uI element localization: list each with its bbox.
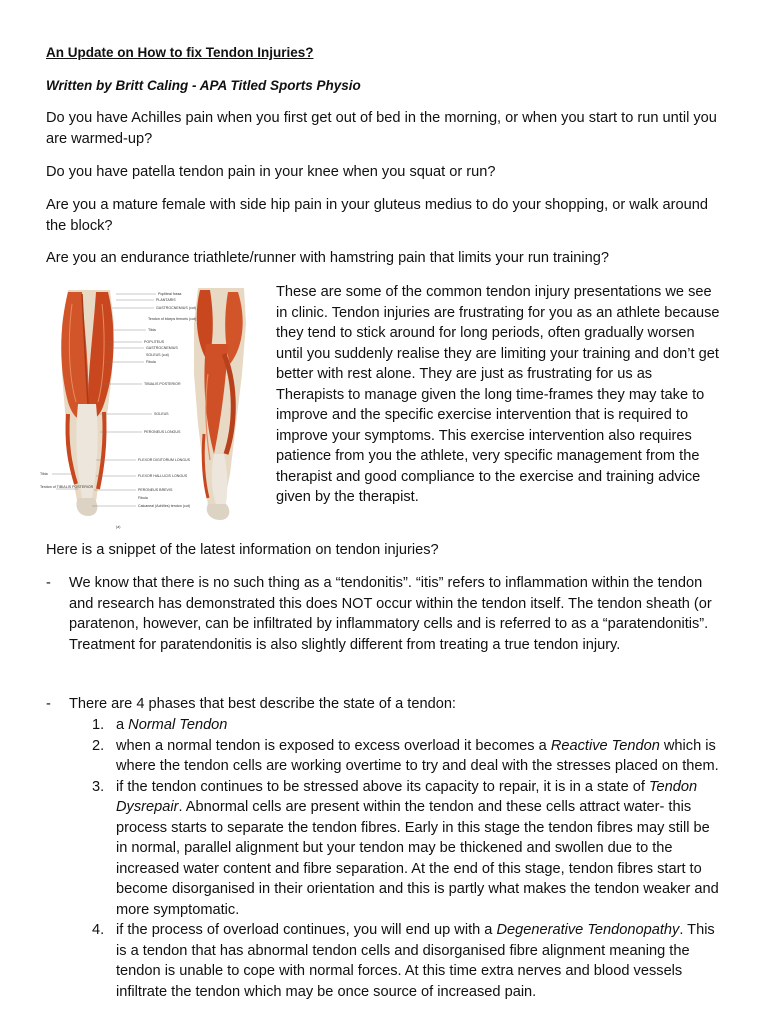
label-gastrocnemius-cut: GASTROCNEMIUS (cut) [156,306,196,310]
phase-term: Reactive Tendon [550,737,660,754]
intro-question-hip: Are you a mature female with side hip pain in your gluteus medius to do your shopping, or walk around the block? [46,197,708,234]
snippet-heading: Here is a snippet of the latest information on tendon injuries? [46,542,439,558]
figure-panel-label: (a) [116,525,121,529]
label-tibia: Tibia [148,328,156,332]
label-flexor-digitorum-longus: FLEXOR DIGITORUM LONGUS [138,458,191,462]
phase-item-degenerative: 4. if the process of overload continues, you will end up with a Degenerative Tendonopathy. This is a tendon that has abnormal tendon cells and disorganised fibre alignment meaning the tendon is unable to cope with normal forces. At this time extra nerves and blood vessels infiltrate the tendon which may be once source of increased pain. [92,922,715,1000]
label-tibialis-posterior: TIBIALIS POSTERIOR [144,382,181,386]
phase-number: 2. [92,737,105,754]
label-tibialis-posterior-tendon: Tendon of TIBIALIS POSTERIOR [40,485,94,489]
label-soleus-cut: SOLEUS (cut) [146,353,169,357]
bullet-dash: - [46,575,51,591]
label-biceps-tendon: Tendon of biceps femoris (cut) [148,317,197,321]
intro-question-patella: Do you have patella tendon pain in your knee when you squat or run? [46,164,496,180]
bullet-dash: - [46,696,51,712]
label-popliteal-fossa: Popliteal fossa [158,292,182,296]
phase-item-dysrepair: 3. if the tendon continues to be stressed above its capacity to repair, it is in a state of Tendon Dysrepair. Abnormal cells are present within the tendon and these cells attract water- this process starts to separate the tendon fibres. Early in this stage the tendon fibres may still be in normal, parallel alignment but your tendon may be thickened and swollen due to the increased water content and fibre separation. At the end of this stage, tendon fibres start to become disorganised in their orientation and this is partly what makes the tendon weaker and more symptomatic. [92,778,719,918]
intro-question-hamstring: Are you an endurance triathlete/runner with hamstring pain that limits your run training? [46,250,609,266]
bullet-phases [46,694,736,715]
label-soleus: SOLEUS [154,412,169,416]
phase-number: 3. [92,778,105,795]
label-fibula-upper: Fibula [146,360,156,364]
phase-term: Normal Tendon [128,717,228,733]
bullet-text: There are 4 phases that best describe the state of a tendon: [69,696,456,712]
bullet-text: We know that there is no such thing as a “tendonitis”. “itis” refers to inflammation within the tendon and research has demonstrated this does NOT occur within the tendon itself. The tendon sheath (or paratenon, however, can be infiltrated by inflammatory cells and is referred to as a “paratendonitis”. Treatment for paratendonitis is also slightly different from treating a true tendon injury. [69,575,712,653]
tendon-phase-list [92,715,722,1002]
phase-item-normal: 1. a Normal Tendon [92,715,722,736]
phase-number: 1. [92,717,105,733]
label-calcaneal-tendon: Calcaneal (Achilles) tendon (cut) [138,504,190,508]
label-popliteus: POPLITEUS [144,340,165,344]
bullet-tendonitis [46,573,736,655]
label-peroneus-brevis: PERONEUS BREVIS [138,488,173,492]
label-tibia-left: Tibia [40,472,48,476]
phase-item-reactive: 2. when a normal tendon is exposed to excess overload it becomes a Reactive Tendon which is where the tendon cells are working overtime to try and deal with the stresses placed on them. [92,737,719,774]
document-title: An Update on How to fix Tendon Injuries? [46,45,314,60]
phase-term: Tendon Dysrepair [116,778,698,815]
label-peroneus-longus: PERONEUS LONGUS [144,430,181,434]
author-byline: Written by Britt Caling - APA Titled Sports Physio [46,78,361,93]
phase-term: Degenerative Tendonopathy [496,922,680,938]
label-fibula-lower: Fibula [138,496,148,500]
leg-muscle-anatomy-illustration [38,284,270,530]
clinic-presentation-paragraph: These are some of the common tendon injury presentations we see in clinic. Tendon injuries are frustrating for you as an athlete because they tend to stick around for long periods, often gradually worsen until you suddenly realise they are limiting your training and don’t get better with rest alone. They are just as frustrating for us as Therapists to manage given the long time-frames they may take to improve and the specific exercise intervention that is required to improve your symptoms. This exercise intervention also requires patience from you the athlete, very specific management from the therapist and good compliance to the exercise and training advice given by the therapist. [276,284,720,505]
intro-question-achilles: Do you have Achilles pain when you first get out of bed in the morning, or when you start to run until you are warmed-up? [46,110,717,147]
label-flexor-hallucis-longus: FLEXOR HALLUCIS LONGUS [138,474,188,478]
phase-number: 4. [92,922,105,938]
label-plantaris: PLANTARIS [156,298,176,302]
label-gastrocnemius: GASTROCNEMIUS [146,346,178,350]
